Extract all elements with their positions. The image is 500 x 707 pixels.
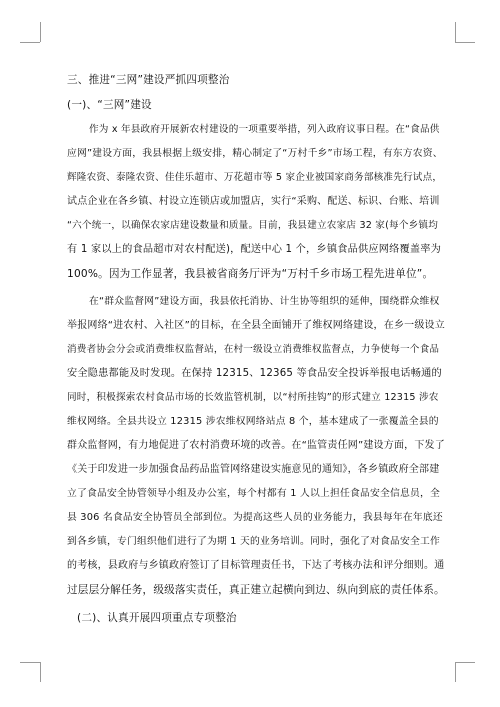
section-heading: 三、推进“三网”建设严抓四项整治 [67, 74, 230, 86]
subsection-heading: (二)、认真开展四项重点专项整治 [77, 612, 237, 624]
paragraph-line: 作为 x 年县政府开展新农村建设的一项重要举措，列入政府议事日程。在“食品供 [89, 124, 440, 135]
paragraph-line: 安全隐患都能及时发现。在保持 12315、12365 等食品安全投诉举报电话畅通的 [67, 368, 442, 379]
paragraph-line: 《关于印发进一步加强食品药品监管网络建设实施意见的通知》，各乡镇政府全部建 [67, 464, 440, 475]
paragraph-line: 辉隆农资、泰隆农资、佳佳乐超市、万花超市等 5 家企业被国家商务部核准先行试点， [67, 172, 443, 183]
paragraph-line: 到各乡镇，专门组织他们进行了为期 1 天的业务培训。同时，强化了对食品安全工作 [67, 536, 440, 547]
paragraph-line: 县 306 名食品安全协管员全部到位。为提高这些人员的业务能力，我县每年在年底还 [67, 512, 443, 523]
paragraph-line: 在“群众监督网”建设方面，我县依托消协、计生协等组织的延伸，围绕群众维权 [89, 296, 440, 307]
paragraph-line: 的考核，县政府与乡镇政府签订了目标管理责任书，下达了考核办法和评分细则。通 [67, 560, 445, 571]
paragraph-line: 举报网络“进农村、入社区”的目标，在全县全面铺开了维权网络建设，在乡一级设立 [67, 320, 445, 331]
paragraph-line: “六个统一，以确保农家店建设数量和质量。目前，我县建立农家店 32 家(每个乡镇均 [67, 220, 438, 231]
paragraph-line: 群众监督网，有力地促进了农村消费环境的改善。在“监管责任网”建设方面，下发了 [67, 440, 445, 451]
paragraph-line: 消费者协会分会或消费维权监督站，在村一级设立消费维权监督点，力争使每一个食品 [67, 344, 440, 355]
paragraph-line: 同时，积极探索农村食品市场的长效监管机制，以“村所挂钩”的形式建立 12315 涉农 [67, 392, 439, 403]
paragraph-line: 维权网络。全县共设立 12315 涉农维权网络站点 8 个，基本建成了一张覆盖全县的 [67, 416, 439, 427]
paragraph-line: 有 1 家以上的食品超市对农村配送)，配送中心 1 个，乡镇食品供应网络覆盖率为 [67, 244, 442, 255]
subsection-heading: (一)、“三网”建设 [67, 99, 152, 111]
paragraph-line: 立了食品安全协管领导小组及办公室，每个村都有 1 人以上担任食品安全信息员，全 [67, 488, 440, 499]
paragraph-line: 应网”建设方面，我县根据上级安排，精心制定了“万村千乡”市场工程，有东方农资、 [67, 148, 443, 159]
paragraph-line: 100%。因为工作显著，我县被省商务厅评为“万村千乡市场工程先进单位”。 [67, 268, 434, 280]
paragraph-line: 过层层分解任务，级级落实责任，真正建立起横向到边、纵向到底的责任体系。 [67, 584, 445, 596]
paragraph-line: 试点企业在各乡镇、村设立连锁店或加盟店，实行“采购、配送、标识、台账、培训 [67, 196, 440, 207]
